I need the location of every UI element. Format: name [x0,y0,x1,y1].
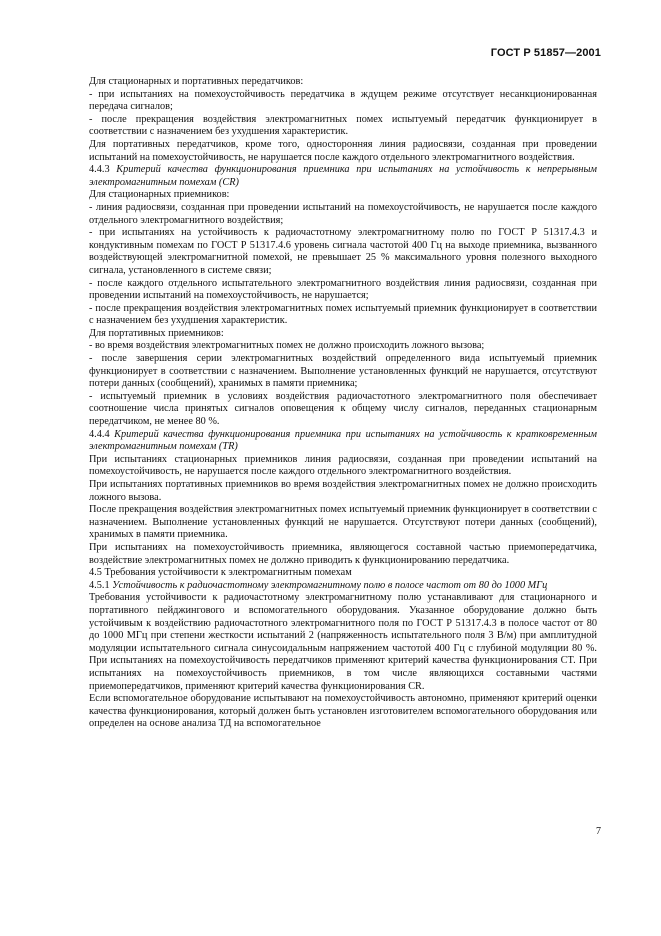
paragraph: При испытаниях стационарных приемников линия радиосвязи, созданная при проведении испытаний на помехоустойчивость, не нарушается после каждого отдельного электромагнитного воздействия. [89,453,597,478]
page-number: 7 [596,826,601,837]
paragraph: - при испытаниях на устойчивость к радиочастотному электромагнитному полю по ГОСТ Р 51317.4.3 и кондуктивным помехам по ГОСТ Р 51317.4.6 уровень сигнала частотой 400 Гц на выходе приемника, вызванного воздействующей электромагнитной помехой, не превышает 25 % максимального уровня полезного выходного сигнала, установленного в системе связи; [89,227,597,276]
paragraph: - после прекращения воздействия электромагнитных помех испытуемый передатчик функционирует в соответствии с назначением без ухудшения характеристик. [89,113,597,138]
document-header: ГОСТ Р 51857—2001 [490,47,601,59]
paragraph: Для портативных приемников: [89,327,224,339]
paragraph: Для стационарных приемников: [89,189,230,201]
paragraph: - линия радиосвязи, созданная при проведении испытаний на помехоустойчивость, не нарушается после каждого отдельного электромагнитного воздействия; [89,201,597,226]
paragraph: После прекращения воздействия электромагнитных помех испытуемый приемник функционирует в соответствии с назначением. Выполнение установленных функций не нарушается. Отсутствуют потери данных (сообщений), хранимых в памяти приемника. [89,504,597,541]
paragraph: Для стационарных и портативных передатчиков: [89,76,304,87]
paragraph: Требования устойчивости к радиочастотному электромагнитному полю устанавливают для стационарного и портативного пейджингового и вспомогательного оборудования. Указанное оборудование должно быть устойчивым к воздействию радиочастотного электромагнитного поля по ГОСТ Р 51317.4.3 в полосе частот от 80 до 1000 МГц при степени жесткости испытаний 2 (напряженность испытательного поля 3 В/м) при амплитудной модуляции испытательного сигнала синусоидальным напряжением частотой 400 Гц с глубиной модуляции 80 %. При испытаниях на помехоустойчивость передатчиков применяют критерий качества функционирования CT. При испытаниях на помехоустойчивость приемников, в том числе являющихся составными частями приемопередатчиков, применяют критерий качества функционирования CR. [89,592,597,692]
paragraph: - во время воздействия электромагнитных помех не должно происходить ложного вызова; [89,340,485,352]
section-heading: 4.5 Требования устойчивости к электромагнитным помехам [89,567,352,579]
document-body [89,76,597,731]
paragraph: - испытуемый приемник в условиях воздействия радиочастотного электромагнитного поля обеспечивает соотношение числа принятых сигналов оповещения к общему числу сигналов, переданных стационарным передатчиком, не менее 80 %. [89,390,597,428]
paragraph: - после каждого отдельного испытательного электромагнитного воздействия линия радиосвязи, созданная при проведении испытаний на помехоустойчивость, не нарушается; [89,277,597,302]
paragraph: - после завершения серии электромагнитных воздействий определенного вида испытуемый приемник функционирует в соответствии с назначением. Выполнение установленных функций не нарушается, отсутствуют потери данных (сообщений), хранимых в памяти приемника; [89,353,597,390]
section-heading: 4.4.4 Критерий качества функционирования приемника при испытаниях на устойчивость к кратковременным электромагнитным помехам (TR) [89,428,597,453]
section-heading: 4.5.1 Устойчивость к радиочастотному электромагнитному полю в полосе частот от 80 до 1000 МГц [89,579,548,591]
section-heading: 4.4.3 Критерий качества функционирования приемника при испытаниях на устойчивость к непрерывным электромагнитным помехам (CR) [89,164,597,188]
paragraph: При испытаниях на помехоустойчивость приемника, являющегося составной частью приемопередатчика, воздействие электромагнитных помех не должно приводить к функционированию передатчика. [89,541,597,566]
paragraph: - после прекращения воздействия электромагнитных помех испытуемый приемник функционирует в соответствии с назначением без ухудшения характеристик. [89,302,597,327]
paragraph: Если вспомогательное оборудование испытывают на помехоустойчивость автономно, применяют критерий оценки качества функционирования, который должен быть установлен изготовителем вспомогательного оборудования или определен на основе анализа ТД на вспомогательное [89,693,597,730]
paragraph: При испытаниях портативных приемников во время воздействия электромагнитных помех не должно происходить ложного вызова. [89,479,597,503]
paragraph: Для портативных передатчиков, кроме того, односторонняя линия радиосвязи, созданная при проведении испытаний на помехоустойчивость, не нарушается после каждого отдельного электромагнитного воздействия. [89,138,597,163]
paragraph: - при испытаниях на помехоустойчивость передатчика в ждущем режиме отсутствует несанкционированная передача сигналов; [89,88,597,113]
